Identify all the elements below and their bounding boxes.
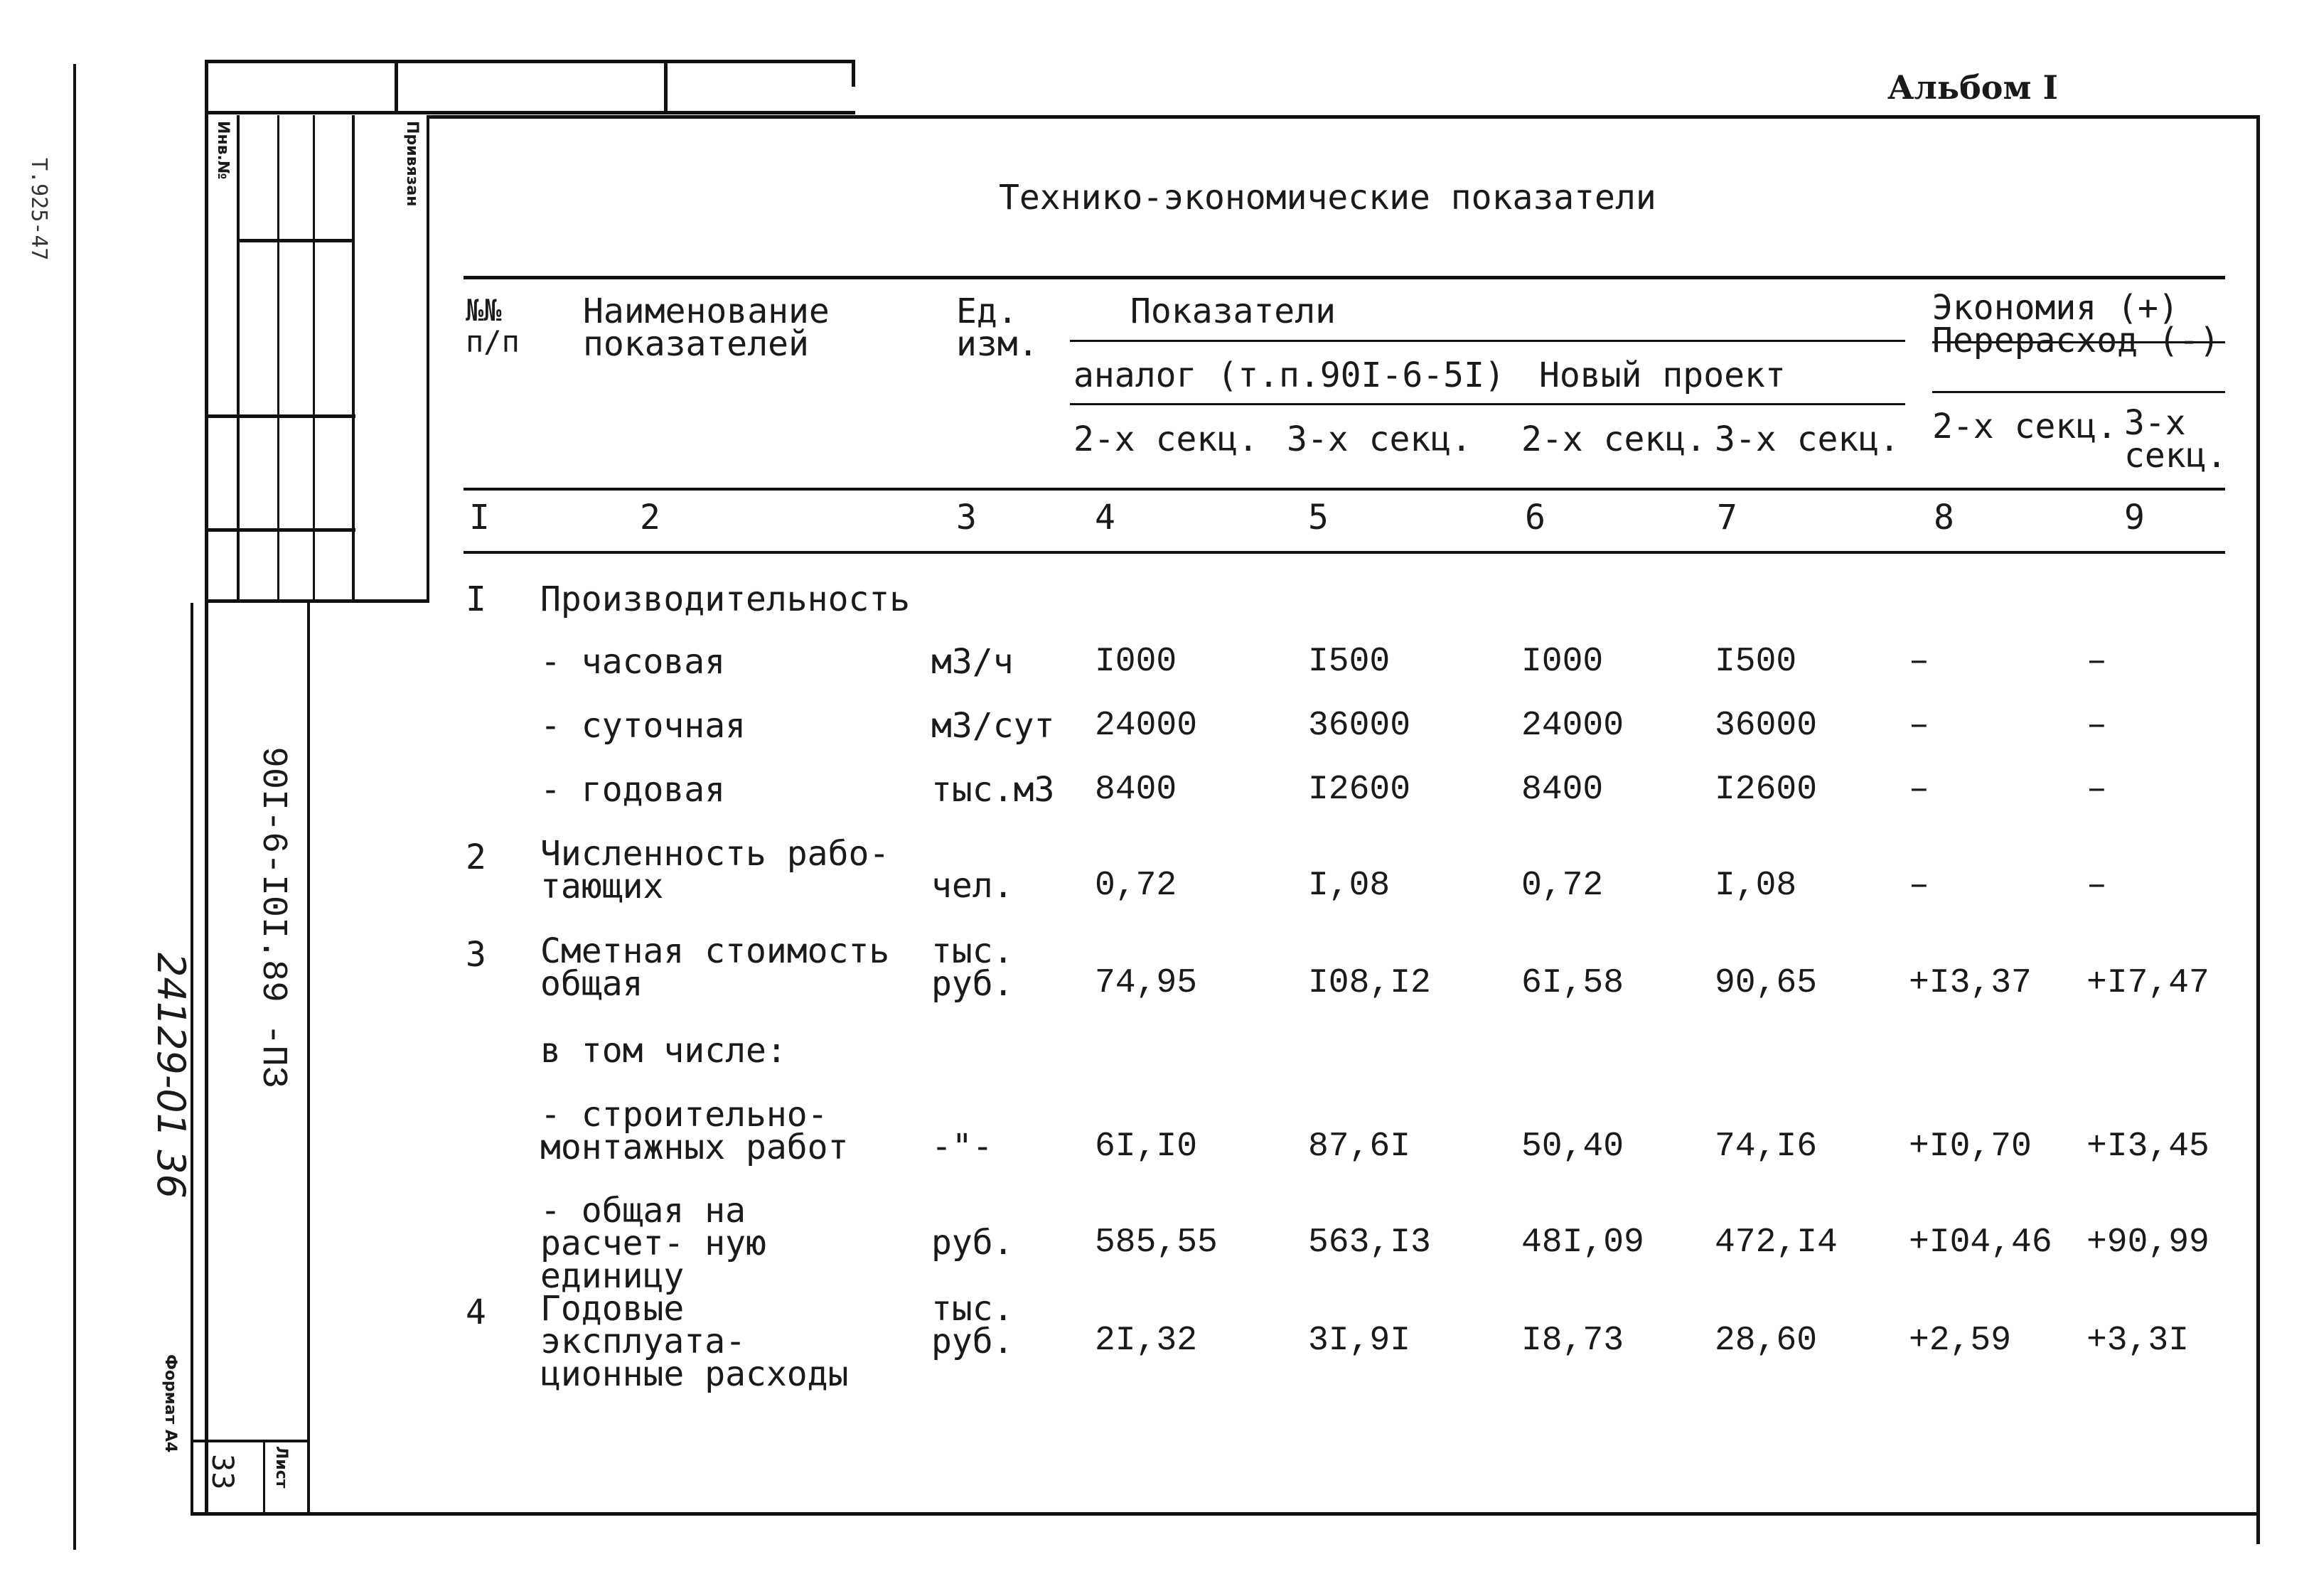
row-name: Годовые эксплуата- ционные расходы (540, 1289, 849, 1394)
archive-number: 24129-01 36 (149, 953, 193, 1199)
row-value: I2600 (1308, 771, 1411, 809)
row-value: – (2086, 643, 2107, 681)
stamp-row4 (205, 599, 429, 603)
header-econ-sec-line (1932, 391, 2225, 393)
row-value: I,08 (1715, 867, 1797, 905)
sheet-label: Лист (272, 1446, 290, 1489)
row-number: 4 (466, 1292, 486, 1332)
row-name: Производительность (540, 579, 911, 619)
row-unit: тыс. руб. (931, 931, 1014, 1004)
frame-left-outer (73, 64, 76, 1550)
row-value: 6I,58 (1521, 964, 1624, 1002)
row-value: 24000 (1521, 707, 1624, 745)
row-value: – (2086, 867, 2107, 905)
row-name: Сметная стоимость общая (540, 931, 890, 1004)
row-unit: м3/сут (931, 706, 1055, 746)
row-value: +90,99 (2086, 1223, 2209, 1262)
row-value: +2,59 (1909, 1322, 2012, 1360)
row-value: – (1909, 707, 1929, 745)
frame-left-main (205, 60, 208, 1514)
row-value: 3I,9I (1308, 1322, 1411, 1360)
row-number: 3 (466, 935, 486, 975)
row-value: – (1909, 771, 1929, 809)
doc-code: 90I-6-I0I.89 -ПЗ (252, 746, 293, 1088)
new-sec2-header: 2-х секц. (1521, 419, 1707, 459)
stamp-row3 (205, 528, 355, 532)
frame-left-inner (427, 115, 429, 603)
analog-sec3-header: 3-х секц. (1287, 419, 1472, 459)
row-value: I2600 (1715, 771, 1818, 809)
row-value: 36000 (1308, 707, 1411, 745)
row-value: 48I,09 (1521, 1223, 1644, 1262)
column-number: 6 (1525, 498, 1545, 537)
table-top-line (464, 276, 2225, 279)
row-name: - годовая (540, 770, 726, 810)
row-value: +I3,45 (2086, 1128, 2209, 1166)
row-value: 6I,I0 (1095, 1128, 1198, 1166)
row-value: I,08 (1308, 867, 1391, 905)
row-value: 585,55 (1095, 1223, 1218, 1262)
row-value: 8400 (1521, 771, 1604, 809)
stamp-sheet-div (263, 1440, 265, 1514)
header-sec-line (1070, 403, 1905, 405)
row-name: - суточная (540, 706, 746, 746)
header-bottom-line (464, 488, 2225, 491)
row-number: 2 (466, 837, 486, 877)
row-name: Численность рабо- тающих (540, 834, 890, 906)
column-number: 2 (640, 498, 660, 537)
column-number: 9 (2124, 498, 2145, 537)
column-number: I (469, 498, 490, 537)
row-value: 2I,32 (1095, 1322, 1198, 1360)
row-value: – (1909, 867, 1929, 905)
row-value: I500 (1308, 643, 1391, 681)
column-number: 4 (1095, 498, 1115, 537)
stamp-lower-div (307, 603, 310, 1516)
row-unit: чел. (931, 866, 1014, 906)
row-value: +3,3I (2086, 1322, 2190, 1360)
row-value: – (2086, 707, 2107, 745)
row-value: I000 (1521, 643, 1604, 681)
row-value: +I7,47 (2086, 964, 2209, 1002)
row-number: I (466, 579, 486, 619)
row-value: +I04,46 (1909, 1223, 2052, 1262)
frame-top-stamp-low (205, 111, 855, 114)
format-label: Формат А4 (161, 1354, 179, 1453)
privyazan-label: Привязан (403, 121, 421, 207)
inv-label: Инв.№ (214, 121, 232, 180)
row-value: I08,I2 (1308, 964, 1431, 1002)
group-new-header: Новый проект (1539, 355, 1786, 395)
group-analog-header: аналог (т.п.90I-6-5I) (1073, 355, 1505, 395)
header-analog-line (1070, 340, 1905, 342)
sheet-number: 33 (205, 1454, 240, 1490)
group-indicators-header: Показатели (1130, 291, 1336, 331)
frame-stamp-right (852, 60, 855, 87)
col-name-header: Наименование показателей (583, 291, 830, 364)
row-value: 36000 (1715, 707, 1818, 745)
row-unit: тыс.м3 (931, 770, 1055, 810)
column-number: 5 (1308, 498, 1329, 537)
side-code: Т.925-47 (26, 158, 51, 261)
stamp-row1 (237, 239, 355, 242)
row-value: 8400 (1095, 771, 1177, 809)
row-value: +I3,37 (1909, 964, 2032, 1002)
stamp-sheet-top (191, 1440, 310, 1442)
row-name: - строительно- монтажных работ (540, 1095, 849, 1167)
row-value: I500 (1715, 643, 1797, 681)
row-value: I8,73 (1521, 1322, 1624, 1360)
new-sec3-header: 3-х секц. (1715, 419, 1900, 459)
column-number: 8 (1934, 498, 1954, 537)
econ-sec3-header: 3-х секц. (2124, 403, 2227, 476)
col-unit-header: Ед. изм. (956, 291, 1039, 364)
row-value: 0,72 (1095, 867, 1177, 905)
econ-sec2-header: 2-х секц. (1932, 407, 2118, 446)
row-value: 563,I3 (1308, 1223, 1431, 1262)
row-value: 0,72 (1521, 867, 1604, 905)
row-value: 472,I4 (1715, 1223, 1838, 1262)
numbers-bottom-line (464, 551, 2225, 554)
col-no-header: №№ п/п (466, 293, 520, 359)
frame-stamp-div2 (664, 60, 668, 112)
frame-right (2256, 115, 2260, 1544)
row-value: 87,6I (1308, 1128, 1411, 1166)
row-name: - часовая (540, 642, 726, 682)
frame-top-main (427, 115, 2259, 119)
row-value: +I0,70 (1909, 1128, 2032, 1166)
row-unit: руб. (931, 1223, 1014, 1263)
row-value: 90,65 (1715, 964, 1818, 1002)
row-name: в том числе: (540, 1031, 787, 1071)
frame-top-stamp (205, 60, 855, 63)
page-title: Технико-экономические показатели (999, 178, 1656, 218)
frame-stamp-div1 (395, 60, 398, 112)
row-unit: тыс. руб. (931, 1289, 1014, 1361)
row-value: 74,I6 (1715, 1128, 1818, 1166)
row-value: – (2086, 771, 2107, 809)
row-value: 74,95 (1095, 964, 1198, 1002)
column-number: 3 (956, 498, 977, 537)
row-unit: м3/ч (931, 642, 1014, 682)
group-econ-header: Экономия (+) Перерасход (-) (1932, 288, 2220, 360)
row-value: 28,60 (1715, 1322, 1818, 1360)
row-value: 24000 (1095, 707, 1198, 745)
row-name: - общая на расчет- ную единицу (540, 1191, 766, 1296)
column-number: 7 (1717, 498, 1737, 537)
row-value: I000 (1095, 643, 1177, 681)
row-value: 50,40 (1521, 1128, 1624, 1166)
row-value: – (1909, 643, 1929, 681)
frame-bottom (191, 1512, 2259, 1516)
row-unit: -"- (931, 1127, 993, 1167)
album-label: Альбом I (1887, 68, 2058, 107)
stamp-row2 (205, 414, 355, 418)
analog-sec2-header: 2-х секц. (1073, 419, 1259, 459)
